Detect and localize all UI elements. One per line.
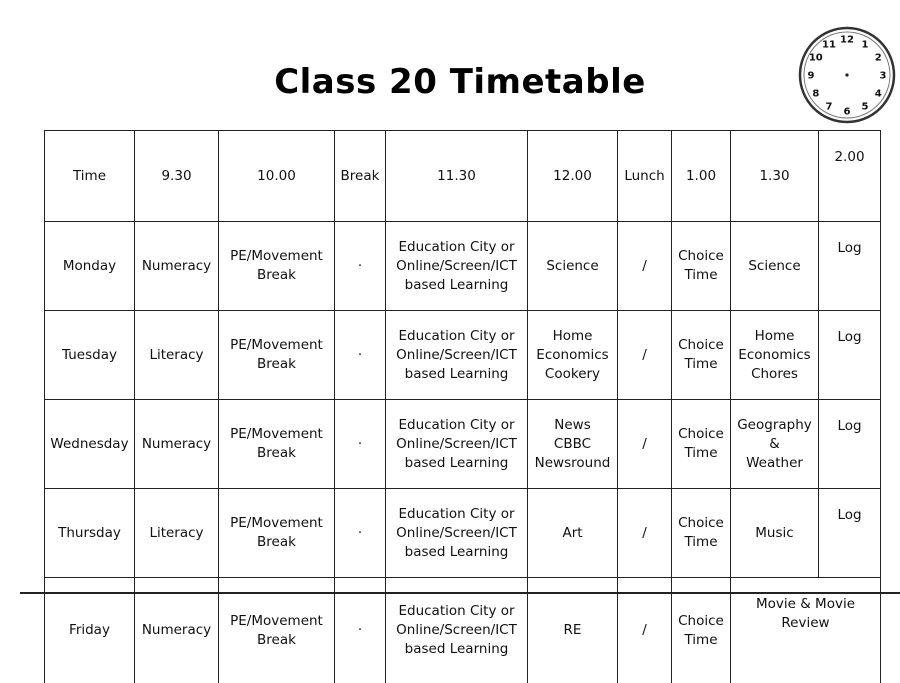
break-cell: ·: [335, 222, 386, 311]
table-cell: [672, 489, 731, 578]
cell-line: Home: [733, 327, 816, 346]
day-cell: Wednesday: [45, 400, 135, 489]
table-cell: [219, 222, 335, 311]
clock-icon: [795, 26, 899, 124]
cell-line: Break: [221, 533, 332, 552]
lunch-cell: /: [618, 311, 672, 400]
cell-line: Choice: [674, 612, 728, 631]
cell-line: Time: [674, 533, 728, 552]
table-cell: [528, 489, 618, 578]
cell-line: Movie & Movie: [733, 595, 878, 614]
cell-line: News: [530, 416, 615, 435]
lunch-cell: /: [618, 222, 672, 311]
cell-line: Science: [733, 257, 816, 276]
cell-line: Geography: [733, 416, 816, 435]
table-cell: [528, 400, 618, 489]
clock-numeral: 6: [844, 107, 851, 118]
table-cell: [528, 311, 618, 400]
divider: [20, 592, 900, 594]
log-cell: Log: [819, 311, 881, 400]
header-cell: Time: [45, 131, 135, 222]
cell-line: PE/Movement: [221, 514, 332, 533]
table-cell: [731, 222, 819, 311]
cell-line: Chores: [733, 365, 816, 384]
cell-line: Weather: [733, 454, 816, 473]
cell-line: Economics: [530, 346, 615, 365]
table-cell: [731, 311, 819, 400]
table-cell: Numeracy: [135, 222, 219, 311]
cell-line: Break: [221, 266, 332, 285]
cell-line: Online/Screen/ICT: [388, 346, 525, 365]
cell-line: Newsround: [530, 454, 615, 473]
cell-line: Education City or: [388, 505, 525, 524]
cell-line: based Learning: [388, 276, 525, 295]
table-cell: [386, 311, 528, 400]
log-cell: Log: [819, 222, 881, 311]
table-cell: [672, 222, 731, 311]
cell-line: Education City or: [388, 327, 525, 346]
clock-numeral: 4: [875, 89, 882, 100]
cell-line: Science: [530, 257, 615, 276]
cell-line: Choice: [674, 247, 728, 266]
table-cell: Literacy: [135, 311, 219, 400]
header-row: [45, 131, 881, 222]
table-cell: [219, 400, 335, 489]
lunch-cell: /: [618, 400, 672, 489]
timetable: [44, 130, 881, 683]
cell-line: Choice: [674, 425, 728, 444]
cell-line: CBBC: [530, 435, 615, 454]
cell-line: based Learning: [388, 640, 525, 659]
page-title: Class 20 Timetable: [270, 62, 650, 102]
table-cell: [386, 400, 528, 489]
header-cell: 2.00: [819, 131, 881, 222]
cell-line: Art: [530, 524, 615, 543]
clock-numeral: 10: [809, 53, 823, 64]
clock-numeral: 2: [875, 53, 882, 64]
cell-line: PE/Movement: [221, 612, 332, 631]
cell-line: &: [733, 435, 816, 454]
cell-line: Online/Screen/ICT: [388, 435, 525, 454]
header-cell: Break: [335, 131, 386, 222]
table-row: [45, 400, 881, 489]
break-cell: ·: [335, 489, 386, 578]
header-cell: 11.30: [386, 131, 528, 222]
table-cell: [672, 311, 731, 400]
cell-line: Break: [221, 631, 332, 650]
cell-line: Music: [733, 524, 816, 543]
table-cell: [528, 222, 618, 311]
cell-line: Time: [674, 444, 728, 463]
header-cell: 9.30: [135, 131, 219, 222]
break-cell: ·: [335, 311, 386, 400]
cell-line: PE/Movement: [221, 247, 332, 266]
header-cell: 1.00: [672, 131, 731, 222]
cell-line: Home: [530, 327, 615, 346]
cell-line: Time: [674, 355, 728, 374]
day-cell: Monday: [45, 222, 135, 311]
clock-numeral: 12: [840, 35, 854, 46]
cell-line: RE: [530, 621, 615, 640]
log-cell: Log: [819, 489, 881, 578]
table-cell: [386, 489, 528, 578]
table-cell: Literacy: [135, 489, 219, 578]
cell-line: Choice: [674, 336, 728, 355]
cell-line: Break: [221, 444, 332, 463]
clock-numeral: 8: [812, 89, 819, 100]
header-cell: 10.00: [219, 131, 335, 222]
table-row: [45, 489, 881, 578]
header-cell: 12.00: [528, 131, 618, 222]
cell-line: Choice: [674, 514, 728, 533]
cell-line: Education City or: [388, 602, 525, 621]
clock-numeral: 3: [880, 71, 887, 82]
table-cell: [219, 489, 335, 578]
table-cell: Numeracy: [135, 400, 219, 489]
day-cell: Friday: [45, 578, 135, 683]
table-cell: [672, 400, 731, 489]
log-cell: Log: [819, 400, 881, 489]
cell-line: Online/Screen/ICT: [388, 621, 525, 640]
table-cell: Numeracy: [135, 578, 219, 683]
cell-line: Online/Screen/ICT: [388, 524, 525, 543]
cell-line: Online/Screen/ICT: [388, 257, 525, 276]
cell-line: Review: [733, 614, 878, 633]
table-row: [45, 222, 881, 311]
cell-line: Education City or: [388, 416, 525, 435]
lunch-cell: /: [618, 578, 672, 683]
cell-line: Cookery: [530, 365, 615, 384]
clock-numeral: 9: [808, 71, 815, 82]
cell-line: Time: [674, 631, 728, 650]
cell-line: PE/Movement: [221, 336, 332, 355]
table-cell: [386, 222, 528, 311]
table-row: [45, 311, 881, 400]
table-cell: [219, 311, 335, 400]
table-cell: [731, 400, 819, 489]
clock-numeral: 11: [822, 39, 836, 50]
clock-numeral: 5: [862, 102, 869, 113]
table-cell: [731, 489, 819, 578]
break-cell: ·: [335, 400, 386, 489]
cell-line: based Learning: [388, 454, 525, 473]
header-cell: Lunch: [618, 131, 672, 222]
lunch-cell: /: [618, 489, 672, 578]
day-cell: Tuesday: [45, 311, 135, 400]
cell-line: PE/Movement: [221, 425, 332, 444]
day-cell: Thursday: [45, 489, 135, 578]
clock-numeral: 1: [862, 39, 869, 50]
cell-line: based Learning: [388, 543, 525, 562]
cell-line: Education City or: [388, 238, 525, 257]
break-cell: ·: [335, 578, 386, 683]
cell-line: based Learning: [388, 365, 525, 384]
cell-line: Break: [221, 355, 332, 374]
clock-numeral: 7: [826, 102, 833, 113]
header-cell: 1.30: [731, 131, 819, 222]
cell-line: Time: [674, 266, 728, 285]
cell-line: Economics: [733, 346, 816, 365]
